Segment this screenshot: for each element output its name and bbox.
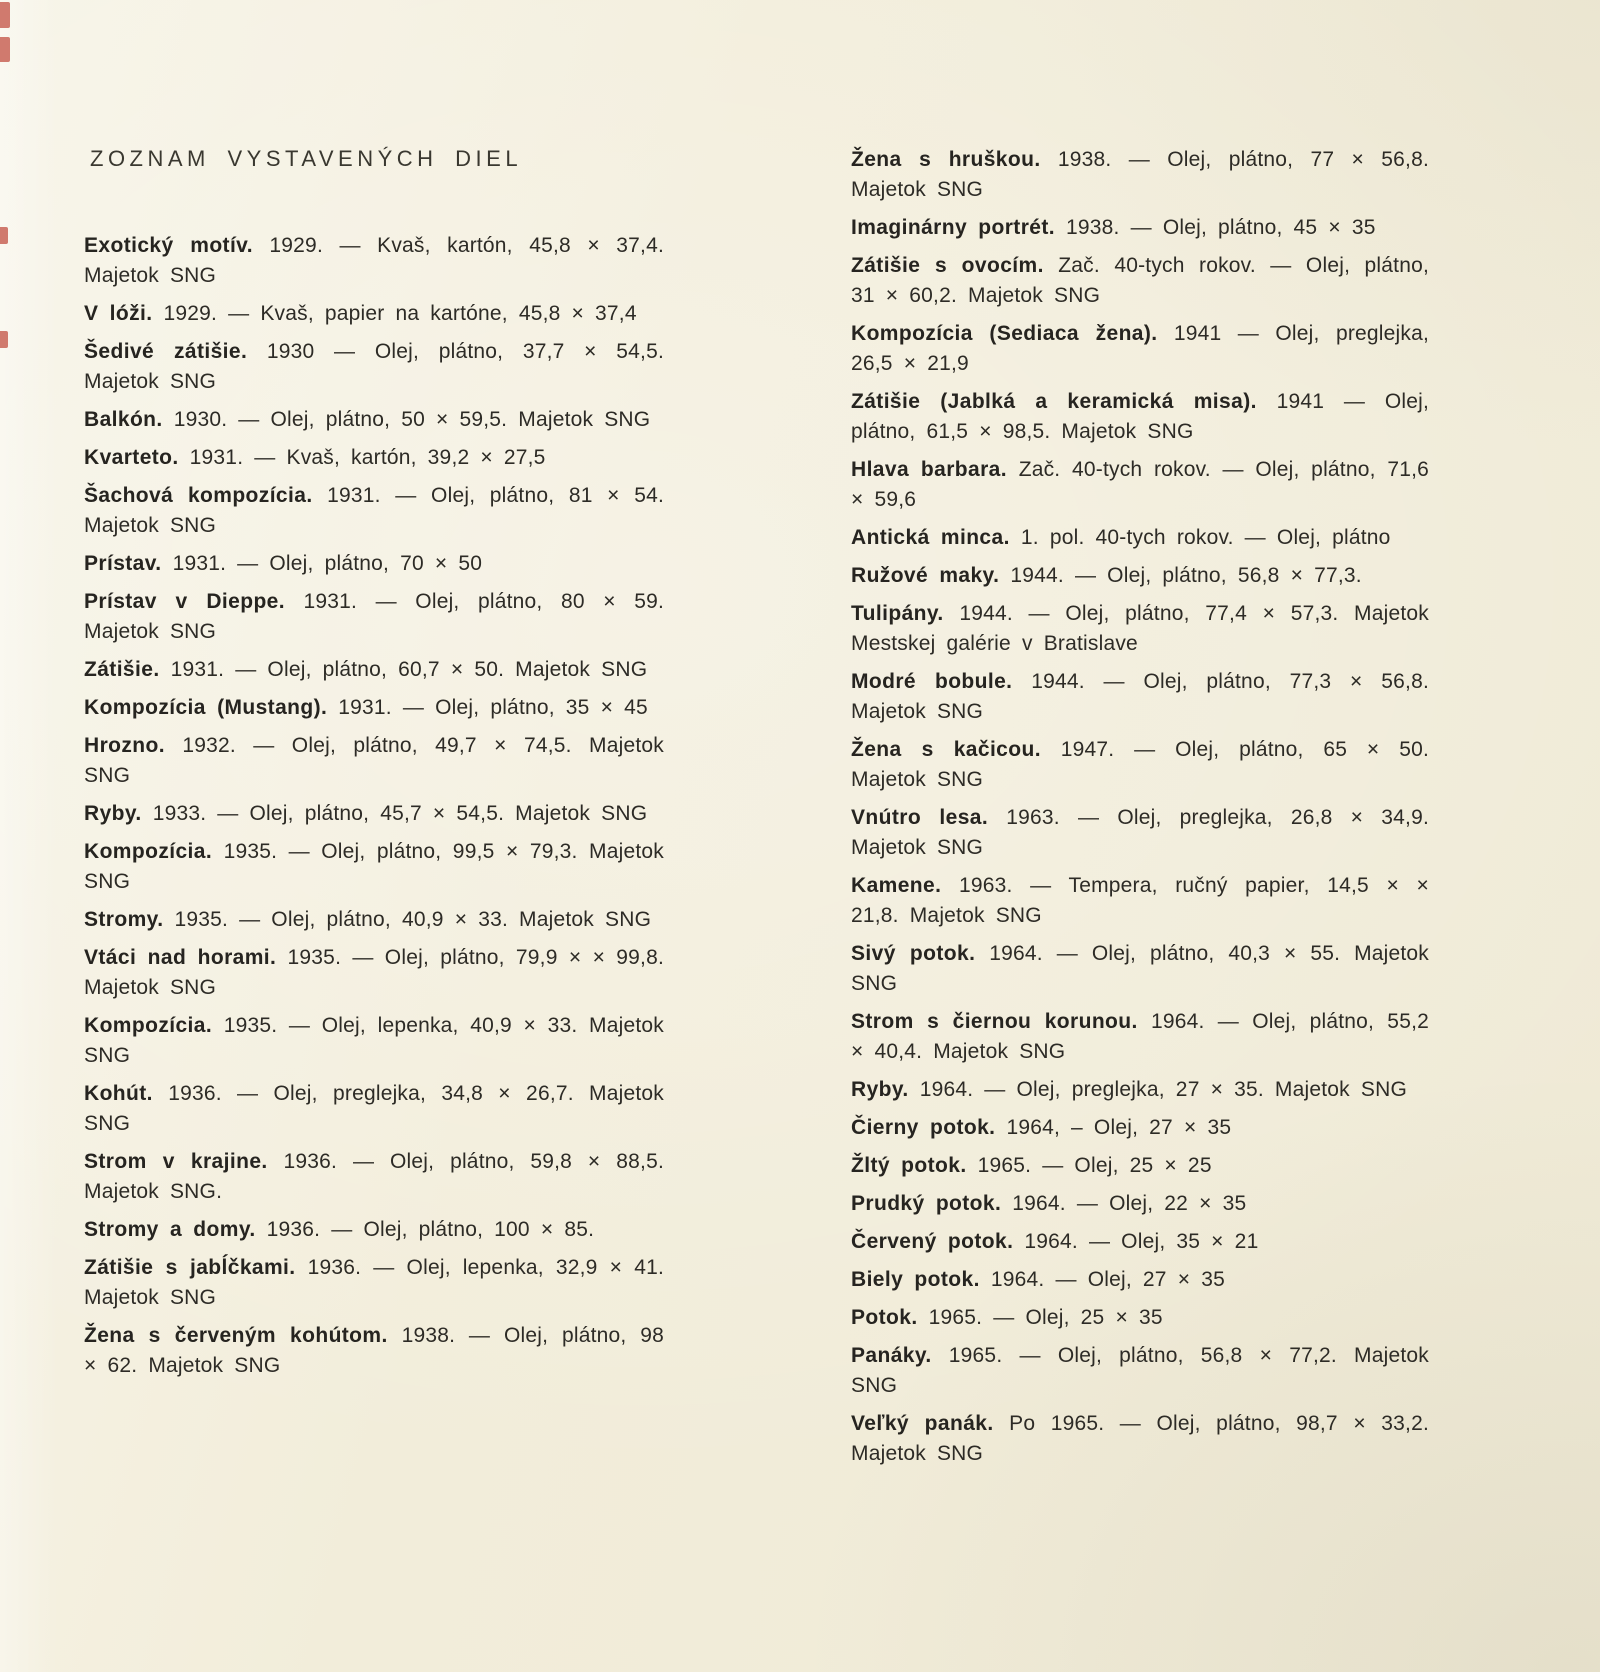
artwork-title: Žena s hruškou. (851, 148, 1041, 171)
catalog-entry (851, 1227, 1429, 1257)
artwork-title: Kompozícia (Mustang). (84, 696, 328, 719)
catalog-entry (851, 1007, 1429, 1067)
artwork-title: Šedivé zátišie. (84, 340, 248, 363)
artwork-title: Imaginárny portrét. (851, 216, 1055, 239)
artwork-details: 1938. — Olej, plátno, 77 × 56,8. Majetok SNG (851, 148, 1429, 201)
artwork-title: Žena s kačicou. (851, 738, 1041, 761)
artwork-title: Hlava barbara. (851, 458, 1007, 481)
artwork-title: Hrozno. (84, 734, 165, 757)
artwork-details: 1963. — Tempera, ručný papier, 14,5 × × 21,8. Majetok SNG (851, 874, 1429, 927)
artwork-details: 1936. — Olej, plátno, 100 × 85. (266, 1218, 595, 1241)
artwork-title: Vtáci nad horami. (84, 946, 277, 969)
artwork-title: Červený potok. (851, 1230, 1014, 1253)
catalog-entry (851, 1151, 1429, 1181)
artwork-details: 1964, – Olej, 27 × 35 (1006, 1116, 1232, 1139)
artwork-details: 1932. — Olej, plátno, 49,7 × 74,5. Majetok SNG (84, 734, 664, 787)
catalog-entry (851, 387, 1429, 447)
catalog-entry (851, 667, 1429, 727)
artwork-details: 1964. — Olej, plátno, 40,3 × 55. Majetok SNG (851, 942, 1429, 995)
catalog-entry (851, 1113, 1429, 1143)
catalog-entry (84, 905, 664, 935)
artwork-title: Šachová kompozícia. (84, 484, 313, 507)
artwork-details: 1931. — Olej, plátno, 60,7 × 50. Majetok SNG (170, 658, 648, 681)
artwork-title: Zátišie. (84, 658, 160, 681)
catalog-entry (84, 1011, 664, 1071)
catalog-entry (84, 299, 664, 329)
artwork-title: Modré bobule. (851, 670, 1013, 693)
catalog-entry (851, 1265, 1429, 1295)
catalog-entry (851, 455, 1429, 515)
artwork-details: 1. pol. 40-tych rokov. — Olej, plátno (1020, 526, 1391, 549)
artwork-title: Strom v krajine. (84, 1150, 268, 1173)
artwork-details: 1947. — Olej, plátno, 65 × 50. Majetok SNG (851, 738, 1429, 791)
catalog-column-left (84, 231, 664, 1389)
artwork-title: Potok. (851, 1306, 918, 1329)
artwork-title: Kvarteto. (84, 446, 179, 469)
artwork-title: Strom s čiernou korunou. (851, 1010, 1138, 1033)
scan-edge-mark (0, 2, 10, 28)
catalog-entry (84, 587, 664, 647)
catalog-entry (851, 939, 1429, 999)
catalog-entry (84, 799, 664, 829)
artwork-title: Zátišie s ovocím. (851, 254, 1044, 277)
catalog-column-right (851, 145, 1429, 1477)
scan-edge-mark (0, 227, 8, 244)
scan-edge-mark (0, 331, 8, 348)
artwork-details: 1941 — Olej, plátno, 61,5 × 98,5. Majetok SNG (851, 390, 1430, 443)
artwork-details: 1964. — Olej, 22 × 35 (1012, 1192, 1247, 1215)
artwork-details: 1935. — Olej, plátno, 99,5 × 79,3. Majetok SNG (84, 840, 664, 893)
artwork-details: 1930 — Olej, plátno, 37,7 × 54,5. Majetok SNG (84, 340, 664, 393)
artwork-title: Stromy a domy. (84, 1218, 256, 1241)
catalog-entry (84, 1253, 664, 1313)
artwork-details: 1964. — Olej, 35 × 21 (1024, 1230, 1259, 1253)
catalog-entry (851, 145, 1429, 205)
artwork-title: Kamene. (851, 874, 942, 897)
artwork-details: 1965. — Olej, 25 × 25 (977, 1154, 1212, 1177)
artwork-title: Balkón. (84, 408, 163, 431)
catalog-entry (851, 561, 1429, 591)
artwork-details: 1936. — Olej, plátno, 59,8 × 88,5. Majetok SNG. (84, 1150, 664, 1203)
catalog-entry (851, 803, 1429, 863)
artwork-title: Ružové maky. (851, 564, 1000, 587)
artwork-details: 1931. — Olej, plátno, 70 × 50 (172, 552, 483, 575)
artwork-details: Zač. 40-tych rokov. — Olej, plátno, 31 × 60,2. Majetok SNG (851, 254, 1429, 307)
artwork-details: 1936. — Olej, preglejka, 34,8 × 26,7. Majetok SNG (84, 1082, 664, 1135)
artwork-title: Kompozícia. (84, 1014, 213, 1037)
artwork-title: Prudký potok. (851, 1192, 1002, 1215)
page-title: ZOZNAM VYSTAVENÝCH DIEL (90, 146, 523, 171)
artwork-details: 1931. — Olej, plátno, 35 × 45 (338, 696, 648, 719)
catalog-entry (84, 1079, 664, 1139)
artwork-details: 1965. — Olej, plátno, 56,8 × 77,2. Majetok SNG (851, 1344, 1429, 1397)
artwork-details: 1933. — Olej, plátno, 45,7 × 54,5. Majetok SNG (152, 802, 648, 825)
catalog-entry (84, 837, 664, 897)
artwork-title: Exotický motív. (84, 234, 253, 257)
artwork-title: Kompozícia. (84, 840, 213, 863)
artwork-details: 1931. — Olej, plátno, 80 × 59. Majetok SNG (84, 590, 664, 643)
artwork-title: Zátišie s jabĺčkami. (84, 1256, 296, 1279)
artwork-details: 1941 — Olej, preglejka, 26,5 × 21,9 (851, 322, 1429, 375)
catalog-entry (84, 731, 664, 791)
artwork-details: 1938. — Olej, plátno, 98 × 62. Majetok SNG (84, 1324, 664, 1377)
artwork-title: Biely potok. (851, 1268, 980, 1291)
artwork-title: Tulipány. (851, 602, 944, 625)
artwork-details: 1963. — Olej, preglejka, 26,8 × 34,9. Majetok SNG (851, 806, 1429, 859)
artwork-details: 1929. — Kvaš, papier na kartóne, 45,8 × 37,4 (163, 302, 637, 325)
artwork-details: 1931. — Olej, plátno, 81 × 54. Majetok SNG (84, 484, 664, 537)
catalog-entry (84, 1147, 664, 1207)
artwork-title: Prístav v Dieppe. (84, 590, 285, 613)
artwork-details: 1964. — Olej, preglejka, 27 × 35. Majetok SNG (919, 1078, 1408, 1101)
artwork-title: Kohút. (84, 1082, 153, 1105)
artwork-title: Antická minca. (851, 526, 1010, 549)
artwork-details: 1935. — Olej, plátno, 79,9 × × 99,8. Majetok SNG (84, 946, 664, 999)
artwork-title: Zátišie (Jablká a keramická misa). (851, 390, 1257, 413)
artwork-title: Vnútro lesa. (851, 806, 989, 829)
artwork-details: 1944. — Olej, plátno, 77,3 × 56,8. Majetok SNG (851, 670, 1429, 723)
artwork-title: Žena s červeným kohútom. (84, 1324, 388, 1347)
catalog-entry (851, 735, 1429, 795)
catalog-entry (851, 319, 1429, 379)
catalog-entry (84, 231, 664, 291)
artwork-details: 1929. — Kvaš, kartón, 45,8 × 37,4. Majetok SNG (84, 234, 664, 287)
artwork-details: 1935. — Olej, lepenka, 40,9 × 33. Majetok SNG (84, 1014, 664, 1067)
artwork-title: Čierny potok. (851, 1116, 996, 1139)
artwork-details: 1944. — Olej, plátno, 56,8 × 77,3. (1010, 564, 1362, 587)
catalog-entry (851, 1075, 1429, 1105)
artwork-title: Panáky. (851, 1344, 932, 1367)
catalog-entry (84, 943, 664, 1003)
catalog-entry (84, 443, 664, 473)
artwork-title: Stromy. (84, 908, 164, 931)
artwork-details: 1936. — Olej, lepenka, 32,9 × 41. Majetok SNG (84, 1256, 664, 1309)
catalog-entry (851, 1341, 1429, 1401)
catalog-entry (851, 1303, 1429, 1333)
catalog-entry (851, 251, 1429, 311)
artwork-details: Zač. 40-tych rokov. — Olej, plátno, 71,6 × 59,6 (851, 458, 1429, 511)
artwork-details: 1938. — Olej, plátno, 45 × 35 (1066, 216, 1376, 239)
artwork-title: Ryby. (851, 1078, 909, 1101)
artwork-details: 1965. — Olej, 25 × 35 (928, 1306, 1163, 1329)
catalog-entry (84, 655, 664, 685)
catalog-entry (84, 1215, 664, 1245)
artwork-details: 1931. — Kvaš, kartón, 39,2 × 27,5 (189, 446, 546, 469)
catalog-entry (84, 337, 664, 397)
catalog-entry (851, 1409, 1429, 1469)
catalog-entry (851, 1189, 1429, 1219)
artwork-details: 1944. — Olej, plátno, 77,4 × 57,3. Majetok Mestskej galérie v Bratislave (851, 602, 1429, 655)
artwork-title: V lóži. (84, 302, 153, 325)
artwork-title: Ryby. (84, 802, 142, 825)
catalog-entry (84, 693, 664, 723)
catalog-entry (851, 871, 1429, 931)
catalog-entry (851, 213, 1429, 243)
catalog-entry (851, 599, 1429, 659)
artwork-details: Po 1965. — Olej, plátno, 98,7 × 33,2. Majetok SNG (851, 1412, 1429, 1465)
artwork-title: Žltý potok. (851, 1154, 967, 1177)
artwork-title: Veľký panák. (851, 1412, 994, 1435)
catalog-entry (851, 523, 1429, 553)
artwork-title: Sivý potok. (851, 942, 976, 965)
artwork-details: 1964. — Olej, 27 × 35 (990, 1268, 1225, 1291)
paper-edge-highlight (0, 0, 58, 1672)
artwork-title: Kompozícia (Sediaca žena). (851, 322, 1158, 345)
catalog-entry (84, 549, 664, 579)
artwork-details: 1935. — Olej, plátno, 40,9 × 33. Majetok SNG (174, 908, 652, 931)
artwork-details: 1930. — Olej, plátno, 50 × 59,5. Majetok SNG (173, 408, 651, 431)
catalog-entry (84, 405, 664, 435)
catalog-entry (84, 1321, 664, 1381)
scan-edge-mark (0, 37, 10, 62)
catalog-entry (84, 481, 664, 541)
artwork-title: Prístav. (84, 552, 162, 575)
artwork-details: 1964. — Olej, plátno, 55,2 × 40,4. Majetok SNG (851, 1010, 1429, 1063)
